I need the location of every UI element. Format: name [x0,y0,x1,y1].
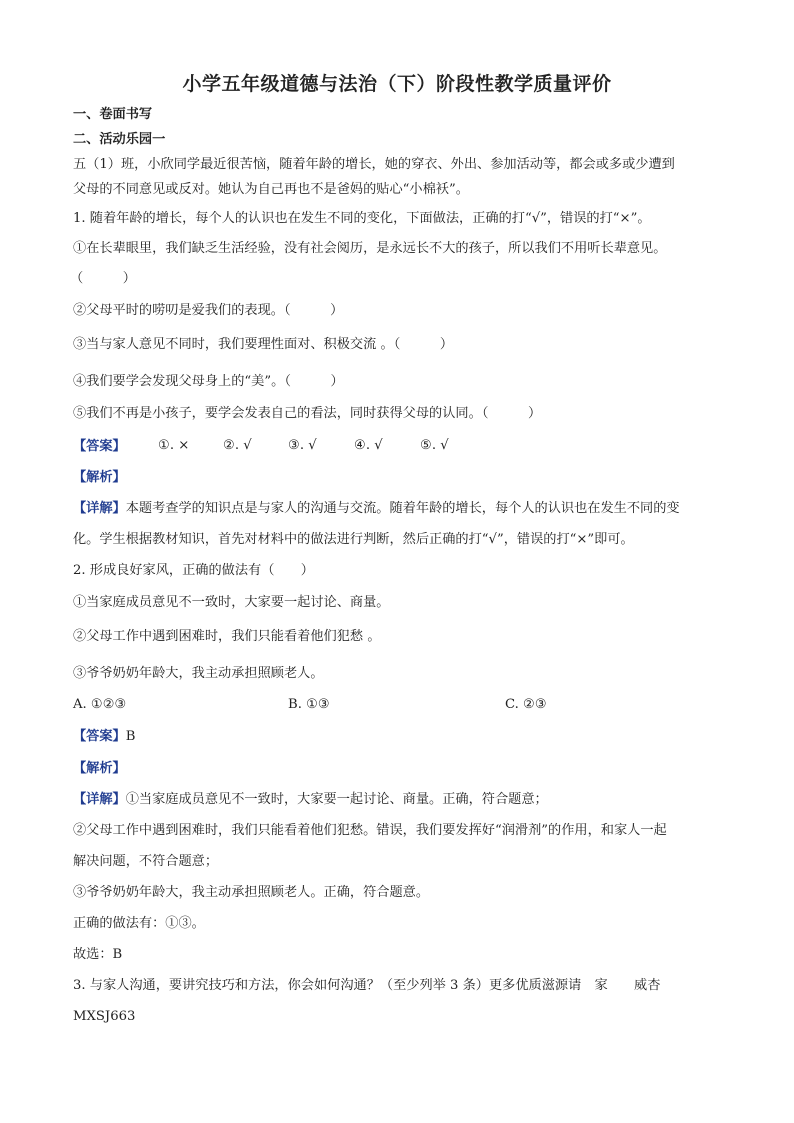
q2-item-3: ③爷爷奶奶年龄大，我主动承担照顾老人。 [73,666,324,681]
q2-detail-text-1: ①当家庭成员意见不一致时，大家要一起讨论、商量。正确，符合题意； [125,792,548,807]
q2-item-2: ②父母工作中遇到困难时，我们只能看着他们犯愁 。 [73,629,381,644]
page-title: 小学五年级道德与法治（下）阶段性教学质量评价 [182,73,612,95]
q1-item-1: ①在长辈眼里，我们缺乏生活经验，没有社会阅历，是永远长不大的孩子，所以我们不用听长辈意见。 [73,241,667,256]
q2-correct-line: 正确的做法有：①③。 [73,916,205,931]
q1-item-4: ④我们要学会发现父母身上的“美”。（ ） [73,374,344,389]
q2-stem: 2. 形成良好家风，正确的做法有（ ） [73,563,314,578]
q1-stem: 1. 随着年龄的增长，每个人的认识也在发生不同的变化，下面做法，正确的打“√”，错误的打“×”。 [73,211,651,226]
q2-detail-tag: 【详解】 [73,792,126,807]
section-heading-2: 二、活动乐园一 [73,132,166,147]
q1-answer-item: ②. √ [223,438,252,453]
q1-item-2: ②父母平时的唠叨是爱我们的表现。（ ） [73,303,344,318]
q2-detail-line-3: 解决问题，不符合题意； [73,854,219,869]
q1-detail-tag: 【详解】 [73,501,126,516]
q2-answer-tag: 【答案】 [73,729,126,744]
q2-detail-line-1 [73,791,548,809]
intro-line-1: 五（1）班，小欣同学最近很苦恼，随着年龄的增长，她的穿衣、外出、参加活动等，都会或多或少遭到 [73,157,675,172]
q1-answer-item: ④. √ [354,438,383,453]
q1-detail-line-1 [73,500,680,518]
q1-analysis-tag: 【解析】 [73,470,126,485]
q1-item-3: ③当与家人意见不同时，我们要理性面对、积极交流 。（ ） [73,337,454,352]
q3-stem: 3. 与家人沟通，要讲究技巧和方法，你会如何沟通？（至少列举 3 条）更多优质滋源请 家 威杏 [73,978,661,993]
q1-answer-item: ③. √ [288,438,317,453]
q2-answer-value: B [125,729,136,744]
q2-option-b: B. ①③ [288,697,330,712]
q2-answer-line [73,728,135,746]
q1-detail-text-1: 本题考查学的知识点是与家人的沟通与交流。随着年龄的增长，每个人的认识也在发生不同的变 [125,501,680,516]
q2-analysis-tag: 【解析】 [73,761,126,776]
q1-item-1-paren: （ ） [70,271,136,286]
intro-line-2: 父母的不同意见或反对。她认为自己再也不是爸妈的贴心“小棉袄”。 [73,182,469,197]
q1-answer-item: ①. × [158,438,190,453]
q2-item-1: ①当家庭成员意见不一致时，大家要一起讨论、商量。 [73,595,390,610]
q2-detail-line-4: ③爷爷奶奶年龄大，我主动承担照顾老人。正确，符合题意。 [73,885,430,900]
q1-detail-line-2: 化。学生根据教材知识，首先对材料中的做法进行判断，然后正确的打“√”，错误的打“×”即可。 [73,532,634,547]
q2-option-a: A. ①②③ [73,697,127,712]
q1-item-5: ⑤我们不再是小孩子，要学会发表自己的看法，同时获得父母的认同。（ ） [73,406,542,421]
section-heading-1: 一、卷面书写 [73,107,153,122]
q3-stem-line-2: MXSJ663 [73,1009,136,1024]
q2-detail-line-2: ②父母工作中遇到困难时，我们只能看着他们犯愁。错误，我们要发挥好“润滑剂”的作用，和家人一起 [73,823,667,838]
q1-answer-tag: 【答案】 [73,439,126,454]
q1-answer-item: ⑤. √ [420,438,449,453]
q2-option-c: C. ②③ [505,697,547,712]
q2-choice-line: 故选：B [73,947,123,962]
